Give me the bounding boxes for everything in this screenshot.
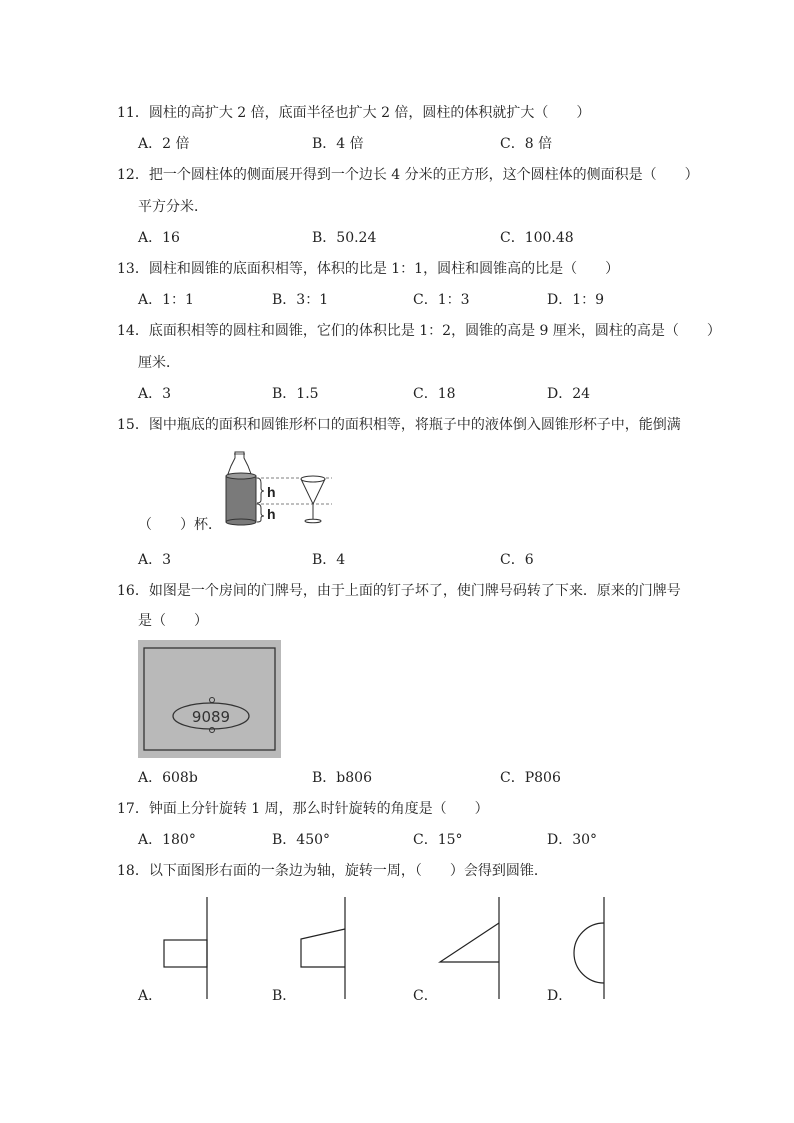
question-18-text: 18．以下面图形右面的一条边为轴，旋转一周，（ ）会得到圆锥． [117,863,548,879]
question-13-text: 13．圆柱和圆锥的底面积相等，体积的比是 1：1，圆柱和圆锥高的比是（ ） [117,261,620,277]
question-15-continuation: （ ）杯． [138,517,222,533]
q13-option-d: D．1：9 [547,292,605,308]
q17-option-b: B．450° [272,832,331,848]
bottle-and-cone-cup-figure [220,448,340,528]
q14-option-c: C．18 [413,386,456,402]
q17-option-a: A．180° [138,832,196,848]
q13-option-c: C．1：3 [413,292,470,308]
height-label-lower: h [267,506,276,522]
q15-option-b: B．4 [312,552,346,568]
question-15-text: 15．图中瓶底的面积和圆锥形杯口的面积相等，将瓶子中的液体倒入圆锥形杯子中，能倒满 [117,417,681,433]
door-plate-photo [138,640,281,758]
question-12-text: 12．把一个圆柱体的侧面展开得到一个边长 4 分米的正方形，这个圆柱体的侧面积是（ ） [117,167,699,183]
q12-option-a: A．16 [138,230,180,246]
q13-option-b: B．3：1 [272,292,329,308]
question-14-text: 14．底面积相等的圆柱和圆锥，它们的体积比是 1：2，圆锥的高是 9 厘米，圆柱的高是（ ） [117,323,721,339]
q14-option-a: A．3 [138,386,172,402]
q13-option-a: A．1：1 [138,292,194,308]
q18-option-c: C． [413,988,438,1004]
q15-option-c: C．6 [500,552,534,568]
q16-option-b: B．b806 [312,770,372,786]
q17-option-d: D．30° [547,832,598,848]
q12-option-c: C．100.48 [500,230,574,246]
q18-option-a: A． [138,988,163,1004]
q14-option-d: D．24 [547,386,591,402]
question-12-continuation: 平方分米． [138,199,208,215]
height-label-upper: h [267,484,276,500]
q11-option-c: C．8 倍 [500,136,553,152]
q15-option-a: A．3 [138,552,172,568]
q11-option-a: A．2 倍 [138,136,190,152]
q16-option-c: C．P806 [500,770,561,786]
q18-option-b: B． [272,988,297,1004]
q12-option-b: B．50.24 [312,230,377,246]
question-14-continuation: 厘米． [138,355,180,371]
door-plate-number: 9089 [191,708,231,726]
question-11-text: 11．圆柱的高扩大 2 倍，底面半径也扩大 2 倍，圆柱的体积就扩大（ ） [117,105,591,121]
question-16-continuation: 是（ ） [138,613,208,629]
q14-option-b: B．1.5 [272,386,319,402]
q17-option-c: C．15° [413,832,463,848]
question-16-text: 16．如图是一个房间的门牌号，由于上面的钉子坏了，使门牌号码转了下来．原来的门牌号 [117,583,681,599]
question-17-text: 17．钟面上分针旋转 1 周，那么时针旋转的角度是（ ） [117,801,489,817]
q16-option-a: A．608b [138,770,198,786]
q18-option-d: D． [547,988,573,1004]
q11-option-b: B．4 倍 [312,136,364,152]
